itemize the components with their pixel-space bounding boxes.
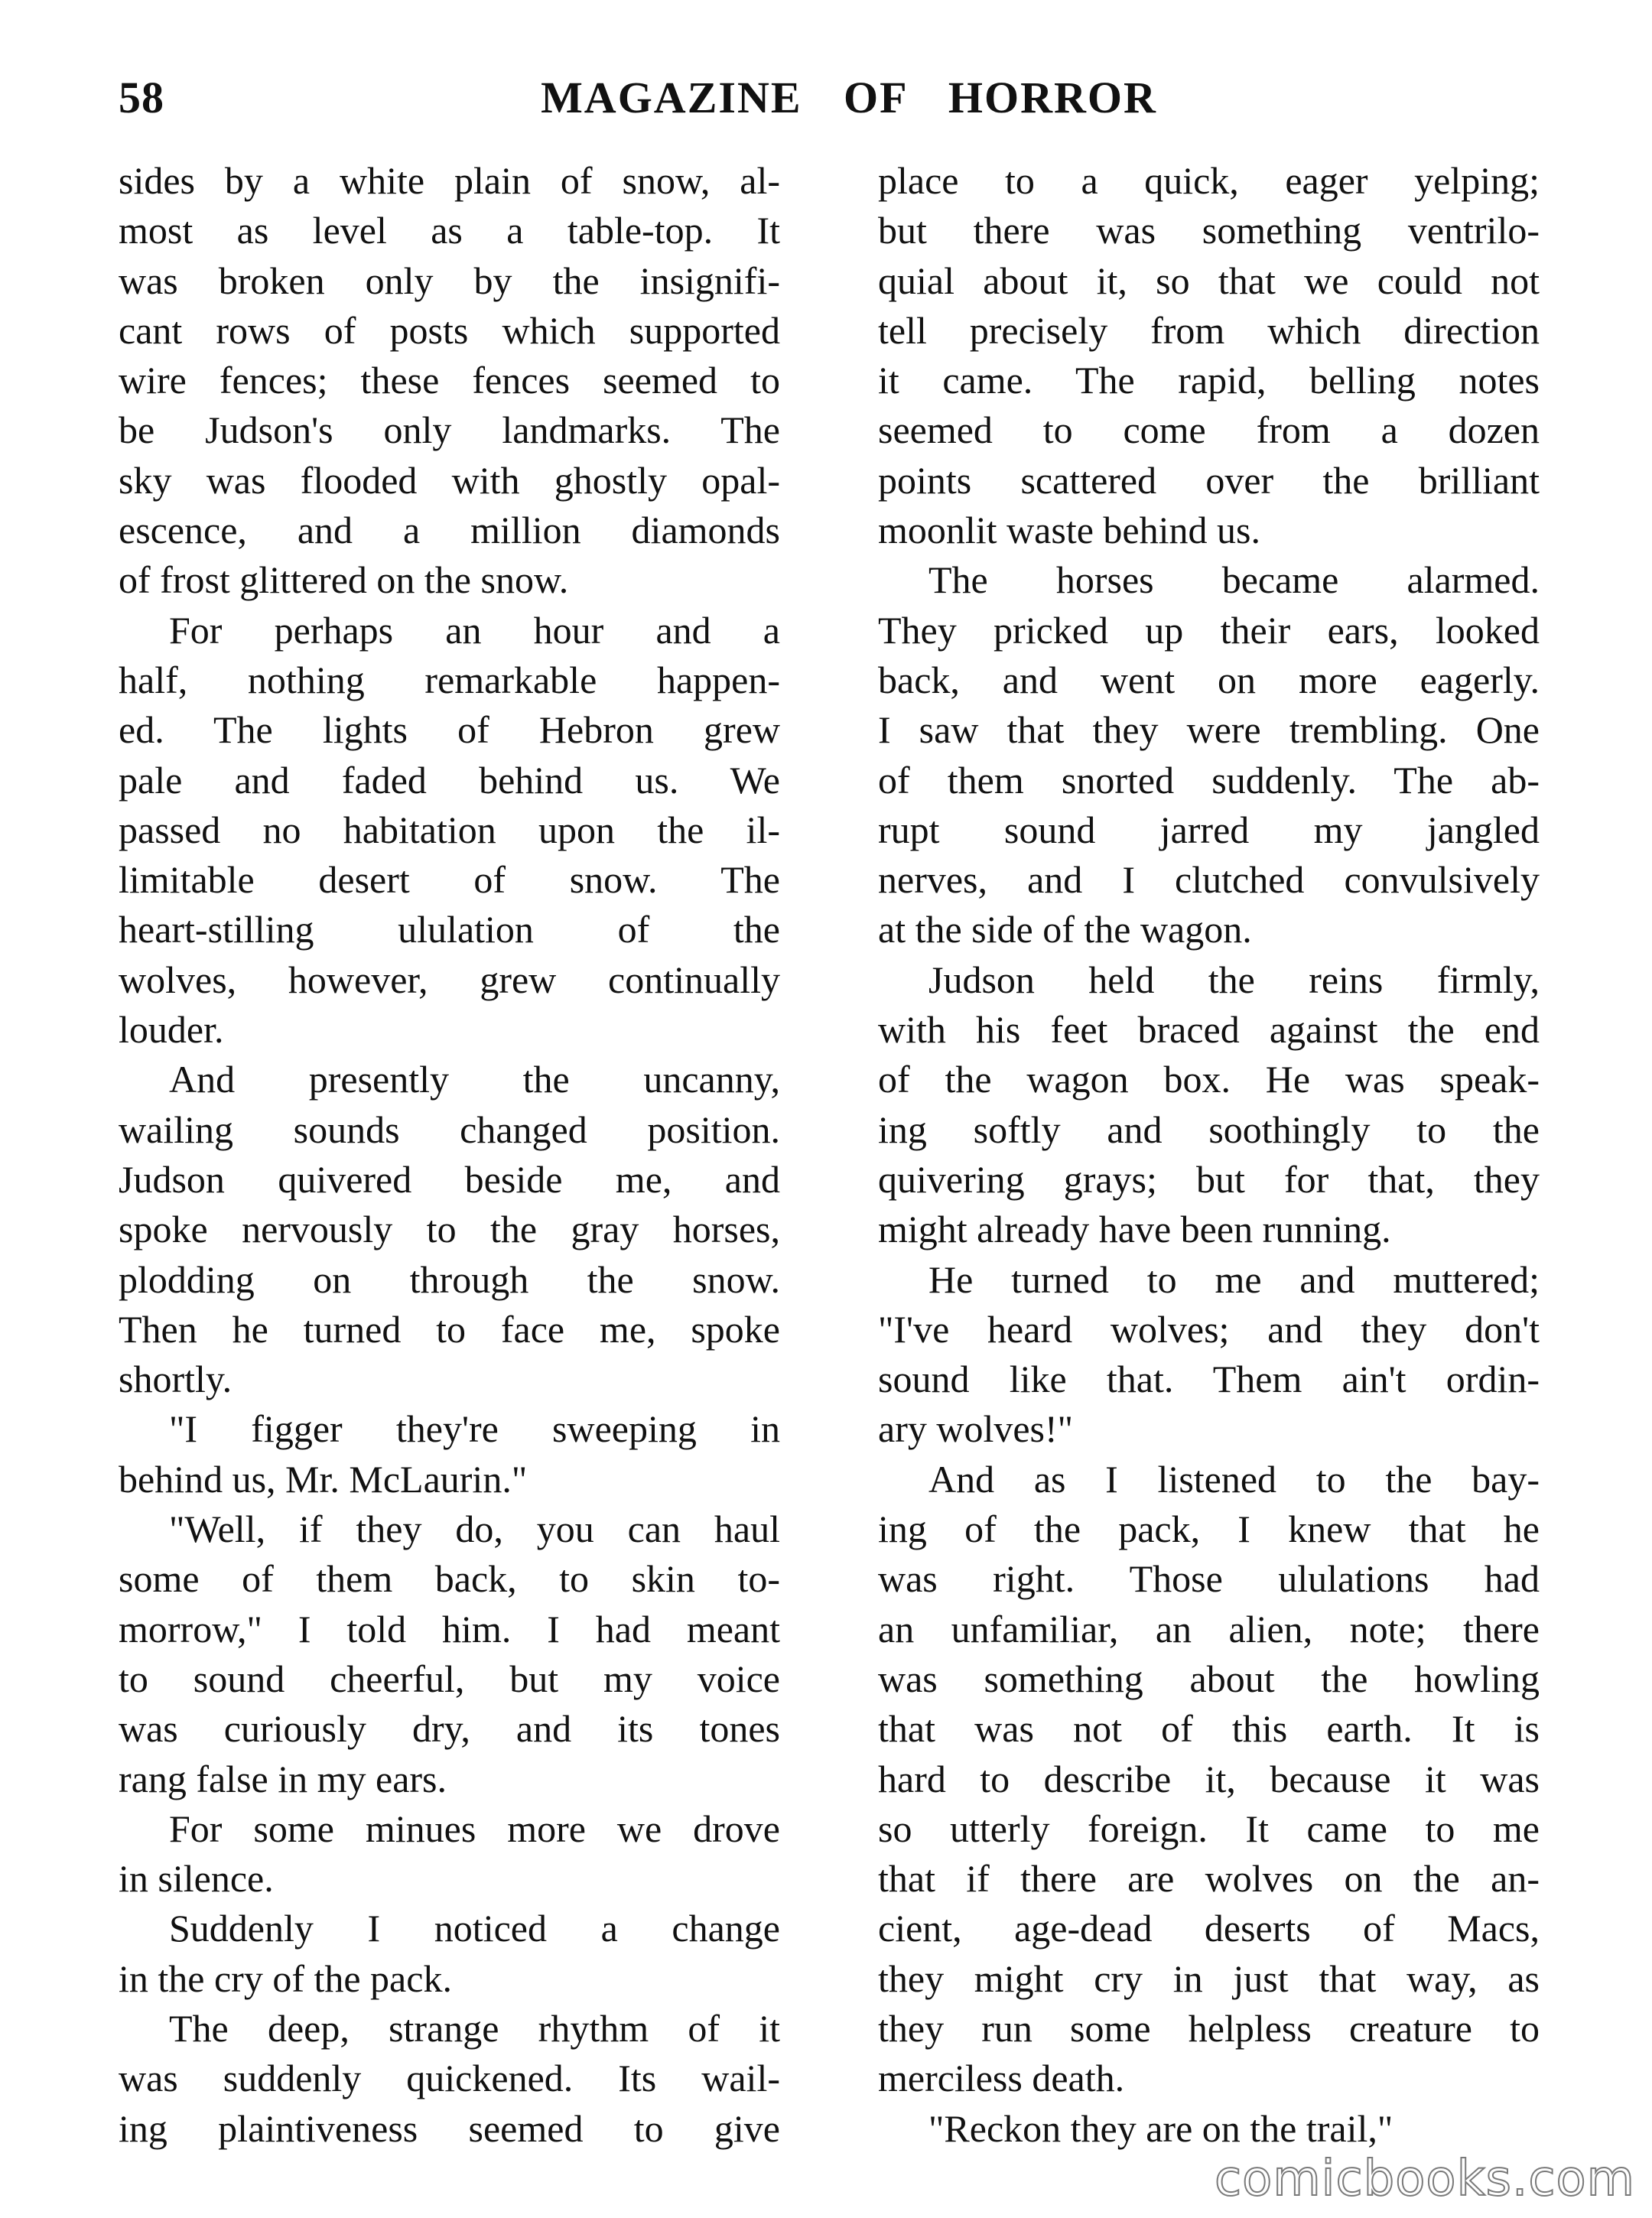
text-line: Suddenly I noticed a change xyxy=(169,1907,780,1950)
text-line: Judson quivered beside me, and xyxy=(119,1157,780,1201)
text-line: "Well, if they do, you can haul xyxy=(169,1507,780,1551)
text-line: For perhaps an hour and a xyxy=(169,608,780,652)
text-line: was curiously dry, and its tones xyxy=(119,1707,780,1751)
text-line: cient, age-dead deserts of Macs, xyxy=(878,1907,1540,1950)
text-line: He turned to me and muttered; xyxy=(928,1257,1540,1301)
text-line: of the wagon box. He was speak- xyxy=(878,1058,1540,1101)
text-line: heart-stilling ululation of the xyxy=(119,908,780,951)
text-line: ing of the pack, I knew that he xyxy=(878,1507,1540,1551)
text-line: limitable desert of snow. The xyxy=(119,858,780,902)
text-line: was broken only by the insignifi- xyxy=(119,259,780,302)
text-line: plodding on through the snow. xyxy=(119,1257,780,1301)
left-text-column xyxy=(119,156,780,2154)
text-line: wailing sounds changed position. xyxy=(119,1107,780,1151)
text-line: to sound cheerful, but my voice xyxy=(119,1657,780,1700)
text-line: with his feet braced against the end xyxy=(878,1008,1540,1052)
text-line: quivering grays; but for that, they xyxy=(878,1157,1540,1201)
text-line: of them snorted suddenly. The ab- xyxy=(878,758,1540,802)
text-line: sky was flooded with ghostly opal- xyxy=(119,458,780,502)
text-line: moonlit waste behind us. xyxy=(878,509,1260,552)
text-line: escence, and a million diamonds xyxy=(119,509,780,552)
text-line: an unfamiliar, an alien, note; there xyxy=(878,1607,1540,1650)
text-line: in the cry of the pack. xyxy=(119,1956,452,2000)
text-line: And presently the uncanny, xyxy=(169,1058,780,1101)
text-line: of frost glittered on the snow. xyxy=(119,558,569,602)
text-line: so utterly foreign. It came to me xyxy=(878,1807,1540,1850)
text-line: The horses became alarmed. xyxy=(928,558,1540,602)
text-line: they might cry in just that way, as xyxy=(878,1956,1540,2000)
text-line: Then he turned to face me, spoke xyxy=(119,1307,780,1351)
right-text-column xyxy=(878,156,1540,2154)
text-line: might already have been running. xyxy=(878,1208,1391,1251)
text-line: louder. xyxy=(119,1008,224,1052)
text-line: ing softly and soothingly to the xyxy=(878,1107,1540,1151)
text-line: ed. The lights of Hebron grew xyxy=(119,708,780,752)
text-line: cant rows of posts which supported xyxy=(119,308,780,352)
text-line: morrow," I told him. I had meant xyxy=(119,1607,780,1650)
text-line: They pricked up their ears, looked xyxy=(878,608,1540,652)
text-line: rupt sound jarred my jangled xyxy=(878,808,1540,851)
text-line: in silence. xyxy=(119,1857,274,1901)
text-line: be Judson's only landmarks. The xyxy=(119,408,780,452)
watermark-logo: comicbooks.com xyxy=(1214,2151,1635,2207)
text-line: pale and faded behind us. We xyxy=(119,758,780,802)
text-line: was something about the howling xyxy=(878,1657,1540,1700)
text-line: sides by a white plain of snow, al- xyxy=(119,159,780,202)
text-line: some of them back, to skin to- xyxy=(119,1557,780,1601)
running-title: MAGAZINE OF HORROR xyxy=(541,73,1157,122)
text-line: And as I listened to the bay- xyxy=(928,1457,1540,1501)
text-line: wolves, however, grew continually xyxy=(119,958,780,1001)
text-line: half, nothing remarkable happen- xyxy=(119,658,780,701)
text-line: back, and went on more eagerly. xyxy=(878,658,1540,701)
text-line: they run some helpless creature to xyxy=(878,2006,1540,2050)
text-line: most as level as a table-top. It xyxy=(119,209,780,252)
text-line: "I've heard wolves; and they don't xyxy=(878,1307,1540,1351)
text-line: rang false in my ears. xyxy=(119,1757,447,1800)
text-line: was suddenly quickened. Its wail- xyxy=(119,2057,780,2100)
text-line: seemed to come from a dozen xyxy=(878,408,1540,452)
text-line: merciless death. xyxy=(878,2057,1125,2100)
text-line: points scattered over the brilliant xyxy=(878,458,1540,502)
text-line: but there was something ventrilo- xyxy=(878,209,1540,252)
text-line: tell precisely from which direction xyxy=(878,308,1540,352)
page-number: 58 xyxy=(119,73,164,122)
text-line: Judson held the reins firmly, xyxy=(928,958,1540,1001)
text-line: ary wolves!" xyxy=(878,1407,1074,1451)
text-line: that if there are wolves on the an- xyxy=(878,1857,1540,1901)
text-line: The deep, strange rhythm of it xyxy=(169,2006,780,2050)
text-line: "Reckon they are on the trail," xyxy=(928,2106,1393,2150)
text-line: "I figger they're sweeping in xyxy=(169,1407,780,1451)
text-line: was right. Those ululations had xyxy=(878,1557,1540,1601)
text-line: sound like that. Them ain't ordin- xyxy=(878,1358,1540,1401)
text-line: I saw that they were trembling. One xyxy=(878,708,1540,752)
text-line: behind us, Mr. McLaurin." xyxy=(119,1457,528,1501)
text-line: place to a quick, eager yelping; xyxy=(878,159,1540,202)
text-line: spoke nervously to the gray horses, xyxy=(119,1208,780,1251)
text-line: at the side of the wagon. xyxy=(878,908,1252,951)
text-line: ing plaintiveness seemed to give xyxy=(119,2106,780,2150)
text-line: wire fences; these fences seemed to xyxy=(119,359,780,402)
text-line: shortly. xyxy=(119,1358,233,1401)
text-line: quial about it, so that we could not xyxy=(878,259,1540,302)
text-line: hard to describe it, because it was xyxy=(878,1757,1540,1800)
text-line: For some minues more we drove xyxy=(169,1807,780,1850)
text-line: nerves, and I clutched convulsively xyxy=(878,858,1540,902)
text-line: that was not of this earth. It is xyxy=(878,1707,1540,1751)
text-line: it came. The rapid, belling notes xyxy=(878,359,1540,402)
text-line: passed no habitation upon the il- xyxy=(119,808,780,851)
